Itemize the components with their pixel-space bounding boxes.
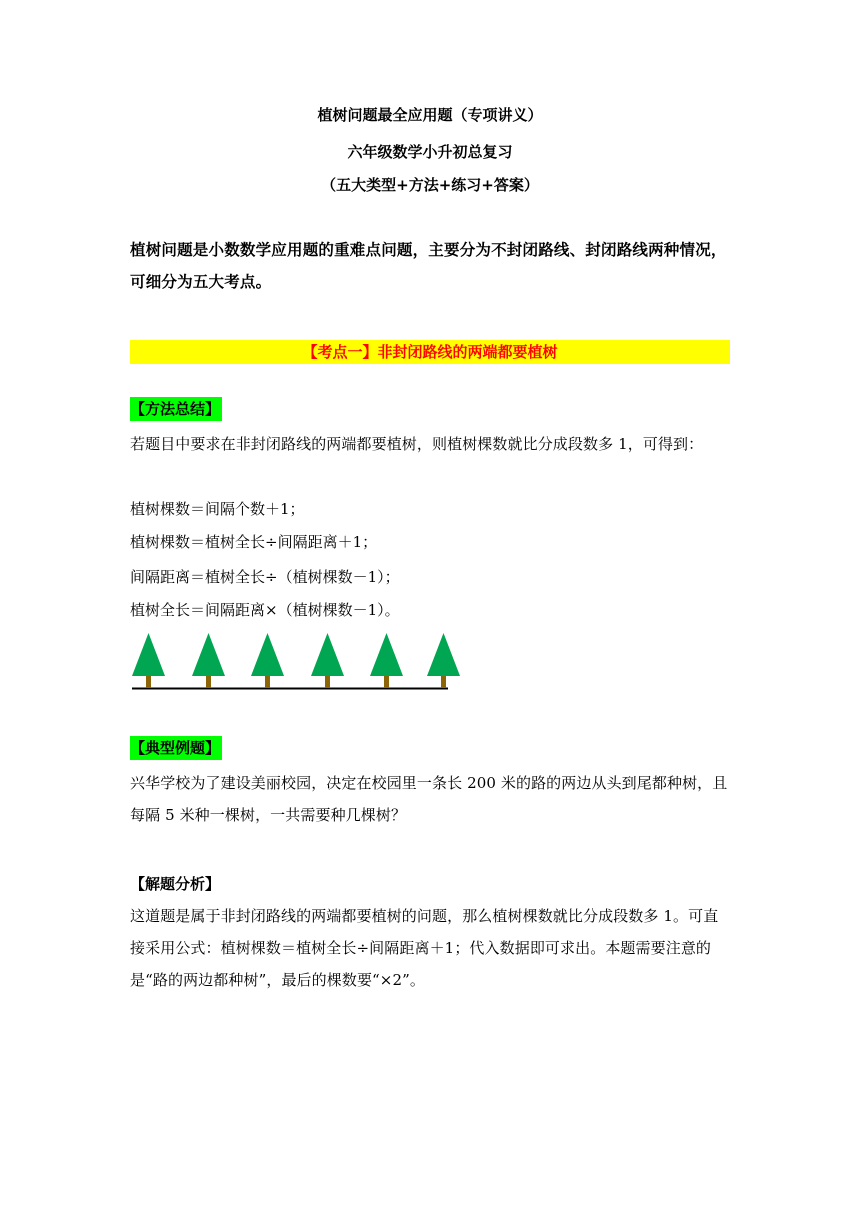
example-text: 兴华学校为了建设美丽校园，决定在校园里一条长 200 米的路的两边从头到尾都种树，且每隔 5 米种一棵树，一共需要种几棵树？ xyxy=(130,774,728,824)
method-summary-tag: 【方法总结】 xyxy=(130,397,222,421)
document-title: 植树问题最全应用题（专项讲义） xyxy=(317,106,543,124)
document-subtitle: 六年级数学小升初总复习 xyxy=(347,143,513,161)
analysis-text: 这道题是属于非封闭路线的两端都要植树的问题，那么植树棵数就比分成段数多 1。可直接采用公式：植树棵数＝植树全长÷间隔距离＋1；代入数据即可求出。本题需要注意的是“路的两边都种树”，最后的棵数要“×2”。 xyxy=(130,907,719,989)
formula-line: 植树全长＝间隔距离×（植树棵数－1）。 xyxy=(130,601,400,619)
section-heading: 【考点一】非封闭路线的两端都要植树 xyxy=(130,340,730,364)
tree-icon xyxy=(311,633,344,688)
tree-icon xyxy=(251,633,284,688)
method-text: 若题目中要求在非封闭路线的两端都要植树，则植树棵数就比分成段数多 1，可得到： xyxy=(130,435,704,453)
formula-line: 间隔距离＝植树全长÷（植树棵数－1）； xyxy=(130,568,400,586)
tree-icon xyxy=(427,633,460,688)
analysis-tag: 【解题分析】 xyxy=(130,875,221,893)
tree-icon xyxy=(132,633,165,688)
document-scope: （五大类型+方法+练习+答案） xyxy=(321,176,539,194)
tree-row-illustration xyxy=(130,630,460,692)
formula-line: 植树棵数＝植树全长÷间隔距离＋1； xyxy=(130,533,378,551)
intro-paragraph: 植树问题是小数数学应用题的重难点问题，主要分为不封闭路线、封闭路线两种情况，可细分为五大考点。 xyxy=(130,240,727,291)
tree-icon xyxy=(370,633,403,688)
formula-line: 植树棵数＝间隔个数＋1； xyxy=(130,500,305,518)
tree-icon xyxy=(192,633,225,688)
example-tag: 【典型例题】 xyxy=(130,736,222,760)
